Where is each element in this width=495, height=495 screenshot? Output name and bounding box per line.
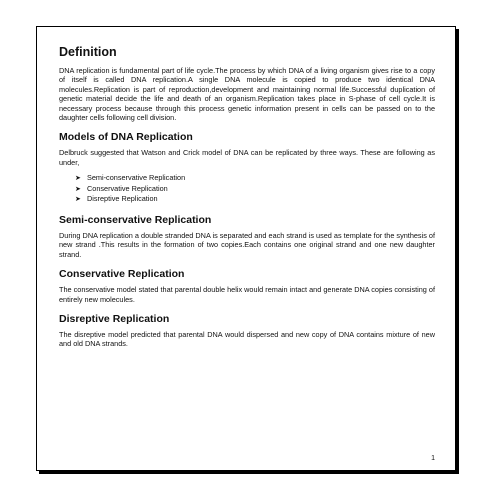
conservative-heading: Conservative Replication xyxy=(59,268,185,281)
models-list xyxy=(75,173,435,205)
document-page xyxy=(36,26,456,471)
arrow-bullet-icon: ➤ xyxy=(75,185,81,193)
list-item: ➤ Semi-conservative Replication xyxy=(75,173,186,183)
disreptive-paragraph: The disreptive model predicted that parental DNA would dispersed and new copy of DNA contains mixture of new and old DNA strands. xyxy=(59,330,435,349)
disreptive-heading: Disreptive Replication xyxy=(59,313,170,326)
semi-conservative-paragraph: During DNA replication a double stranded DNA is separated and each strand is used as template for the synthesis of new strand .This results in the formation of two copies.Each contains one original strand and one new daughter strand. xyxy=(59,231,435,259)
arrow-bullet-icon: ➤ xyxy=(75,175,81,183)
models-paragraph: Delbruck suggested that Watson and Crick model of DNA can be replicated by three ways. These are following as under, xyxy=(59,148,435,167)
conservative-paragraph: The conservative model stated that parental double helix would remain intact and generate DNA copies consisting of entirely new molecules. xyxy=(59,285,435,304)
list-item: ➤ Conservative Replication xyxy=(75,183,168,193)
models-heading: Models of DNA Replication xyxy=(59,131,193,144)
page-number: 1 xyxy=(431,455,435,462)
arrow-bullet-icon: ➤ xyxy=(75,196,81,204)
definition-paragraph: DNA replication is fundamental part of life cycle.The process by which DNA of a living organism gives rise to a copy of itself is called DNA replication.A single DNA molecule is copied to produce two identical DNA molecules.Replication is part of reproduction,development and maintaining normal life.Successful duplication of genetic material decide the life and death of an organism.Replication takes place in S-phase of cell cycle.It is necessary process because through this process genetic information present in cells can be passed on to the daughter cells following cell division. xyxy=(59,66,435,123)
semi-conservative-heading: Semi-conservative Replication xyxy=(59,214,212,227)
list-item: ➤ Disreptive Replication xyxy=(75,194,158,204)
definition-heading: Definition xyxy=(59,45,117,59)
